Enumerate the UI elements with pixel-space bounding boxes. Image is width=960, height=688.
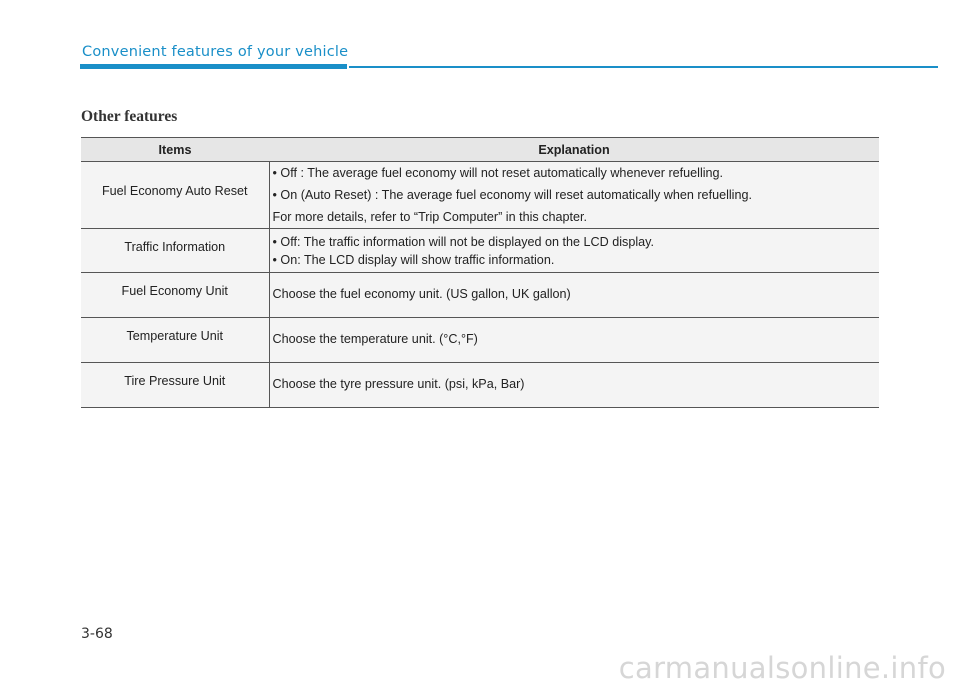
explanation-cell: [269, 162, 879, 229]
table-row: [81, 363, 879, 408]
item-cell: [81, 273, 269, 318]
table-row: [81, 162, 879, 229]
explanation-cell: [269, 318, 879, 363]
item-label: Temperature Unit: [126, 329, 224, 343]
explanation-cell: [269, 229, 879, 273]
table-row: [81, 229, 879, 273]
item-cell: [81, 229, 269, 273]
item-cell: [81, 318, 269, 363]
section-header: Convenient features of your vehicle: [82, 44, 349, 60]
header-rule-thick: [80, 64, 347, 69]
section-title: Other features: [81, 108, 178, 125]
item-cell: [81, 363, 269, 408]
header-rule-thin: [349, 66, 938, 68]
column-header-items: Items: [81, 138, 269, 162]
item-label: Tire Pressure Unit: [124, 374, 226, 388]
table-header-row: [81, 138, 879, 162]
explanation-line: • Off : The average fuel economy will not reset automatically whenever refuelling.: [272, 166, 724, 180]
item-cell: [81, 162, 269, 229]
item-label: Fuel Economy Auto Reset: [101, 184, 248, 198]
explanation-line: • On: The LCD display will show traffic information.: [272, 252, 555, 267]
explanation-line: • On (Auto Reset) : The average fuel economy will reset automatically when refuelling.: [272, 188, 752, 202]
page-number: 3-68: [81, 626, 113, 642]
item-label: Fuel Economy Unit: [121, 284, 228, 298]
explanation-line: For more details, refer to “Trip Computer” in this chapter.: [272, 210, 587, 224]
explanation-line: • Off: The traffic information will not be displayed on the LCD display.: [272, 234, 654, 249]
explanation-cell: [269, 273, 879, 318]
explanation-line: Choose the temperature unit. (°C,°F): [272, 332, 478, 346]
explanation-line: Choose the tyre pressure unit. (psi, kPa, Bar): [272, 377, 525, 391]
table-row: [81, 318, 879, 363]
explanation-line: Choose the fuel economy unit. (US gallon, UK gallon): [272, 287, 571, 301]
watermark: carmanualsonline.info: [618, 651, 946, 685]
item-label: Traffic Information: [124, 239, 226, 254]
table-row: [81, 273, 879, 318]
column-header-explanation: Explanation: [269, 138, 879, 162]
features-table: [81, 137, 879, 408]
explanation-cell: [269, 363, 879, 408]
